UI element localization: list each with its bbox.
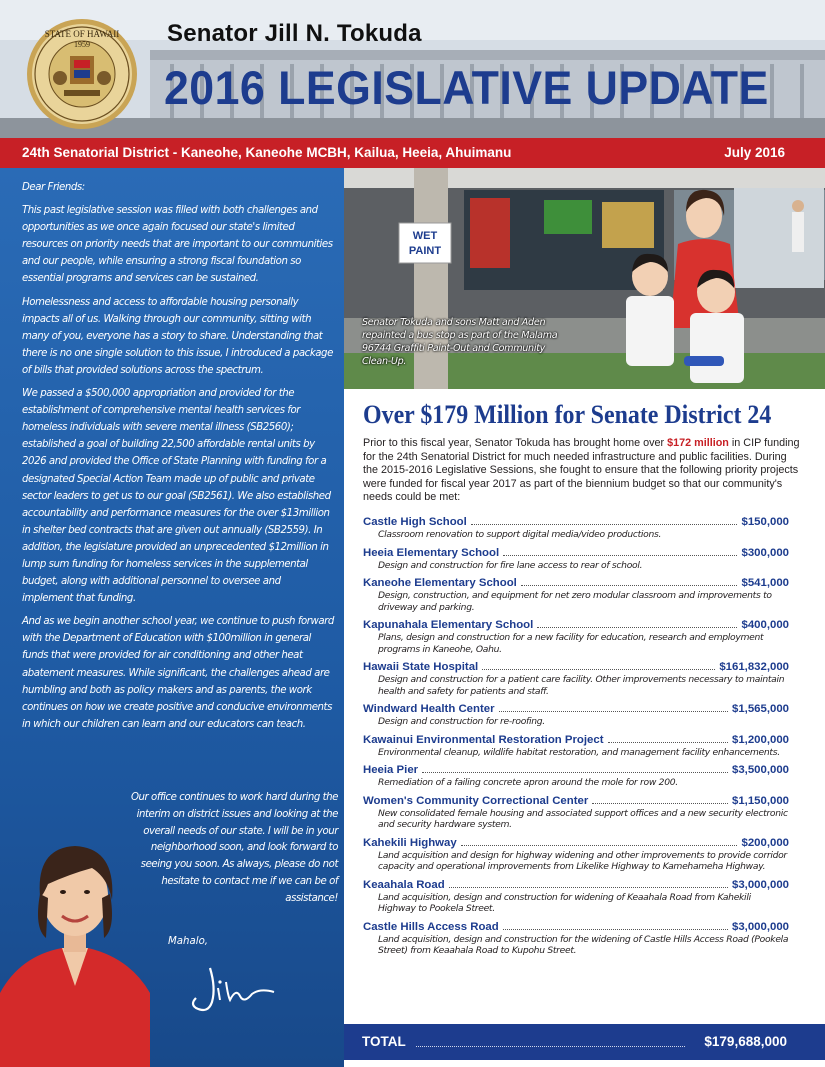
project-item — [363, 794, 789, 831]
letter-body — [22, 179, 334, 739]
letter-paragraph: Homelessness and access to affordable housing personally impacts all of us. Walking through our community, sitting with many of you, everyone has a story to share. Understanding that there is no one single solution to this issue, I introduced a package of bills that provided solutions across the spectrum. — [22, 296, 333, 376]
intro-text: Prior to this fiscal year, Senator Tokuda has brought home over — [363, 437, 668, 449]
wet-paint-sign: WET — [412, 230, 438, 242]
senator-name: Senator Jill N. Tokuda — [167, 20, 422, 47]
dot-leader — [503, 929, 728, 930]
project-item — [363, 836, 789, 873]
project-name: Kawainui Environmental Restoration Project — [363, 733, 604, 746]
project-list — [363, 515, 789, 962]
dot-leader — [461, 845, 738, 846]
dot-leader — [422, 772, 728, 773]
intro-text-continued: in CIP funding for the 24th Senatorial District for much needed infrastructure and public facilities. During the 2015-2016 Legislative Sessions, she fought to ensure that the following priority projects were funded for fiscal year 2017 as part of the biennium budget so that our community's needs could be met: — [363, 437, 800, 504]
project-name: Heeia Pier — [363, 764, 419, 776]
project-amount: $1,565,000 — [731, 703, 789, 715]
project-item — [363, 702, 789, 728]
project-amount: $150,000 — [741, 516, 789, 528]
project-name: Women's Community Correctional Center — [363, 794, 589, 807]
community-photo — [344, 168, 825, 389]
project-description: Plans, design and construction for a new facility for education, research and employment programs in Kaneohe, Oahu. — [378, 632, 764, 655]
dot-leader — [471, 524, 738, 525]
dot-leader — [537, 627, 737, 628]
letter-greeting: Dear Friends: — [22, 182, 85, 193]
dot-leader — [416, 1046, 685, 1047]
project-description: Design, construction, and equipment for net zero modular classroom and improvements to driveway and parking. — [378, 590, 772, 613]
project-name: Kaneohe Elementary School — [363, 577, 517, 589]
project-description: Classroom renovation to support digital media/video productions. — [378, 529, 662, 540]
project-description: Land acquisition, design and construction for the widening of Castle Hills Access Road (Pookela Street) from Keaahala Road to Kupohu Street. — [378, 933, 789, 956]
project-item — [363, 618, 789, 655]
project-item — [363, 576, 789, 613]
masthead — [0, 0, 825, 138]
total-label: TOTAL — [362, 1034, 406, 1049]
project-item — [363, 546, 789, 572]
district-name: 24th Senatorial District - Kaneohe, Kaneohe MCBH, Kailua, Heeia, Ahuimanu — [22, 145, 512, 160]
project-name: Castle High School — [363, 516, 467, 528]
project-item — [363, 733, 789, 759]
project-amount: $300,000 — [741, 546, 789, 559]
project-item — [363, 515, 789, 541]
total-bar — [344, 1024, 825, 1060]
letter-closing: Our office continues to work hard during the interim on district issues and looking at the overall needs of our state. I will be in your neighborhood soon, and look forward to seeing you soon. As always, please do not hesitate to contact me if we can be of assistance! — [130, 792, 338, 904]
intro-highlight: $172 million — [667, 437, 729, 449]
letter-paragraph: We passed a $500,000 appropriation and provided for the establishment of comprehensive mental health services for homeless individuals with severe mental illness (SB2560); established a goal of building 22,500 affordable rental units by 2026 and provided the Office of State Planning with funding for a designated Special Action Team made up of public and private sector leaders to get us to our goal (SB2561). We also established accountability and performance measures for the over $13million in shelter bed contracts that are given out annually (SB2559). In addition, the legislature provided an unprecedented $12million in lump sum funding for homeless services in the supplemental budget, along with additional personnel to oversee and implement that funding. — [22, 388, 331, 605]
photo-caption: Senator Tokuda and sons Matt and Aden repainted a bus stop as part of the Malama 96744 Graffiti Paint-Out and Community Clean-Up. — [362, 317, 558, 367]
project-amount: $1,150,000 — [731, 794, 789, 807]
dot-leader — [482, 669, 715, 670]
letter-paragraph: And as we begin another school year, we continue to push forward with the Department of Education with $100million in general funds that were provided for air conditioning and other heat abatement measures. While significant, the challenges ahead are humbling and both as policy makers and as parents, the work continues on how we create positive and conducive environments in which our children can learn and our educators can teach. — [22, 616, 334, 730]
state-seal-icon — [26, 18, 138, 130]
project-amount: $1,200,000 — [731, 733, 789, 746]
dot-leader — [449, 887, 728, 888]
project-amount: $200,000 — [741, 836, 789, 849]
district-bar — [0, 138, 825, 168]
project-description: Land acquisition and design for highway widening and other improvements to provide corridor capacity and operational improvements from Likelike Highway to Kamehameha Highway. — [378, 849, 787, 872]
project-description: Design and construction for fire lane access to rear of school. — [378, 559, 643, 571]
section-intro — [363, 437, 801, 505]
project-item — [363, 878, 789, 915]
project-name: Kapunahala Elementary School — [363, 619, 534, 631]
seal-year: 1959 — [74, 40, 90, 49]
project-name: Windward Health Center — [363, 703, 495, 715]
project-amount: $400,000 — [741, 619, 789, 631]
project-amount: $3,500,000 — [731, 764, 789, 776]
project-name: Heeia Elementary School — [363, 546, 500, 559]
dot-leader — [592, 803, 728, 804]
project-amount: $3,000,000 — [731, 920, 789, 933]
wet-paint-sign-line2: PAINT — [408, 245, 442, 257]
page-title: 2016 LEGISLATIVE UPDATE — [164, 61, 769, 114]
project-amount: $3,000,000 — [731, 878, 789, 891]
project-description: Remediation of a failing concrete apron around the mole for row 200. — [378, 777, 678, 788]
project-name: Hawaii State Hospital — [363, 661, 479, 673]
project-description: Land acquisition, design and construction for widening of Keaahala Road from Kahekili Highway to Pookela Street. — [378, 891, 751, 914]
project-description: Design and construction for re-roofing. — [378, 716, 545, 727]
dot-leader — [608, 742, 728, 743]
dot-leader — [503, 555, 737, 556]
project-description: Environmental cleanup, wildlife habitat restoration, and management facility enhancements. — [378, 746, 780, 758]
signature — [182, 958, 282, 1018]
project-amount: $161,832,000 — [719, 661, 789, 673]
letter-paragraph: This past legislative session was filled with both challenges and opportunities as we once again focused our state's limited resources on priority needs that are important to our communities and our people, while ensuring a strong fiscal foundation so essential programs and services can be sustained. — [22, 205, 333, 285]
project-item — [363, 920, 789, 957]
project-name: Kahekili Highway — [363, 836, 457, 849]
project-item — [363, 763, 789, 789]
dot-leader — [521, 585, 738, 586]
project-description: Design and construction for a patient care facility. Other improvements necessary to maintain health and safety for patients and staff. — [378, 674, 785, 697]
total-amount: $179,688,000 — [704, 1034, 787, 1049]
project-name: Castle Hills Access Road — [363, 920, 499, 933]
issue-date: July 2016 — [724, 145, 785, 160]
project-description: New consolidated female housing and associated support offices and a new security electronic and security hardware system. — [378, 807, 788, 830]
project-item — [363, 660, 789, 697]
project-amount: $541,000 — [741, 577, 789, 589]
section-title: Over $179 Million for Senate District 24 — [363, 400, 772, 429]
letter-signoff: Mahalo, — [168, 936, 209, 947]
letter-panel — [0, 168, 344, 1067]
seal-text: STATE OF HAWAII — [44, 29, 120, 39]
dot-leader — [499, 711, 728, 712]
project-name: Keaahala Road — [363, 878, 445, 891]
